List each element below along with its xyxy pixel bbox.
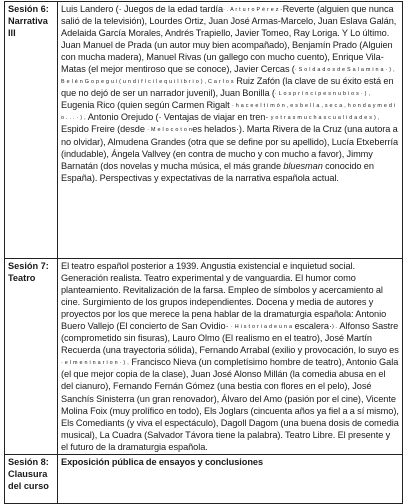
small-print-run: y o t r a s m u c h a s c u a l i d a d e s ) ,	[270, 115, 380, 122]
small-print-run: · S o l d a d o s d e S a l a m i n a · ) , B e l é n G o p e g u i ( u n d i f í c i l e q u i l i b r i o ) , C a r l o s	[61, 67, 395, 86]
text-run: El teatro español posterior a 1939. Angustia existencial e inquietud social. Generación realista. Teatro experimental y de vanguardia. El humor como planteamiento. Revitalización de la farsa. Empleo de símbolos y acercamiento al cine. Surgimiento de los grupos independientes. Docena y media de autores y proyectos por los que merece la pena hablar de la dramaturgia española: Antonio Buero Vallejo (El concierto de San Ovidio·	[61, 261, 387, 332]
small-print-run: · H i s t o r i a d e u n a	[230, 324, 293, 331]
text-run: Francisco Nieva (un completísimo hombre de teatro), Antonio Gala (el que mejor copia de la clase), Juan José Alonso Millán (la comedia abusa en el del cianuro), Fernando Fernán Gómez (una bestia con flores en el pelo), José Sanchís Sinisterra (un gran renovador), Álvaro del Amo (pasión por el cine), Vicente Molina Foix (muy prolífico en todo), Els Joglars (cincuenta años ya fiel a a sí mismo), Els Comediants (y viva el espectáculo), Dagoll Dagom (una buena dosis de comedia musical), La Cuadra (Salvador Távora tiene la palabra). Teatro Libre. El presente y el futuro de la dramaturgia española.	[61, 357, 399, 452]
session-content-cell	[58, 454, 403, 503]
session-label-cell	[5, 454, 58, 503]
syllabus-table	[4, 1, 403, 504]
session-title: Clausura del curso	[8, 468, 49, 491]
small-print-run: ) .	[331, 324, 338, 331]
text-run: Antonio Orejudo (· Ventajas de viajar en tren·	[85, 112, 271, 123]
text-run: Espido Freire (desde	[61, 124, 148, 135]
table-row-session-6	[5, 2, 403, 259]
text-run: Exposición pública de ensayos y conclusiones	[61, 456, 264, 467]
session-title: Narrativa III	[8, 16, 48, 39]
small-print-run: · L o s p r í n c i p e s n u b i o s · ) ,	[274, 91, 371, 98]
italic-text-run: bluesman	[283, 160, 323, 171]
small-print-run: · . A r t u r o P é r e z -	[223, 7, 283, 13]
text-run: Eugenia Rico (quien según Carmen Rigalt	[61, 100, 232, 111]
text-run: Reverte (alguien que nunca salió de la televisión), Lourdes Ortiz, Juan José Armas-Marcelo, Juan Eslava Galán, Adelaida García Morales, Andrés Trapiello, Javier Tomeo, Ray Loriga. Y Lo último. Juan Manuel de Prada (un autor muy bien acompañado), Benjamín Prado (Alguien con mucha madera), Manuel Rivas (un gallego con mucho cuento), Enrique Vila-Matas (el mejor mentiroso que se conoce), Javier Cercas (	[61, 4, 397, 75]
table-row-session-7	[5, 259, 403, 455]
text-run: Alfonso Sastre (comprometido sin fisuras), Lauro Olmo (El realismo en el teatro), José Martín Recuerda (una trayectoria sólida), Fernando Arrabal (exilio y provocación, lo suyo es	[61, 321, 399, 356]
small-print-run: · h a c e e l t i m ó n , e s b e l l a , s e c a , h o n d a y m e d i o . . . · ) ,	[61, 103, 396, 122]
session-content-cell	[58, 259, 403, 455]
session-content-cell	[58, 2, 403, 259]
text-run: es helados·). Marta Rivera de la Cruz (una autora a no olvidar), Almudena Grandes (otra que se define por su apellido), Lucía Etxeberría (indudable), Ángela Vallvey (en contra de mucho y con mucho a favor), Jimmy Barnatán (dos novelas y mucha música, el más grande	[61, 124, 399, 171]
session-label-cell	[5, 259, 58, 455]
session-title: Teatro	[8, 273, 36, 284]
session-number: Sesión 8:	[8, 456, 49, 467]
session-label-cell	[5, 2, 58, 259]
session-number: Sesión 7:	[8, 261, 49, 271]
text-run: Ruiz Zafón (la clave de su éxito está en que no dejó de ser un narrador juvenil), Juan Bonilla (	[61, 76, 394, 99]
small-print-run: · e l m e n i n a r i o n · ) ,	[61, 360, 130, 367]
text-run: escalera·	[292, 321, 332, 332]
text-run: conocido en España). Perspectivas y expectativas de la narrativa española actual.	[61, 160, 374, 183]
session-number: Sesión 6:	[8, 4, 49, 14]
small-print-run: · M e l o c o t o n	[147, 127, 193, 134]
table-row-session-8	[5, 454, 403, 503]
text-run: Luis Landero (· Juegos de la edad tardía	[61, 4, 224, 14]
